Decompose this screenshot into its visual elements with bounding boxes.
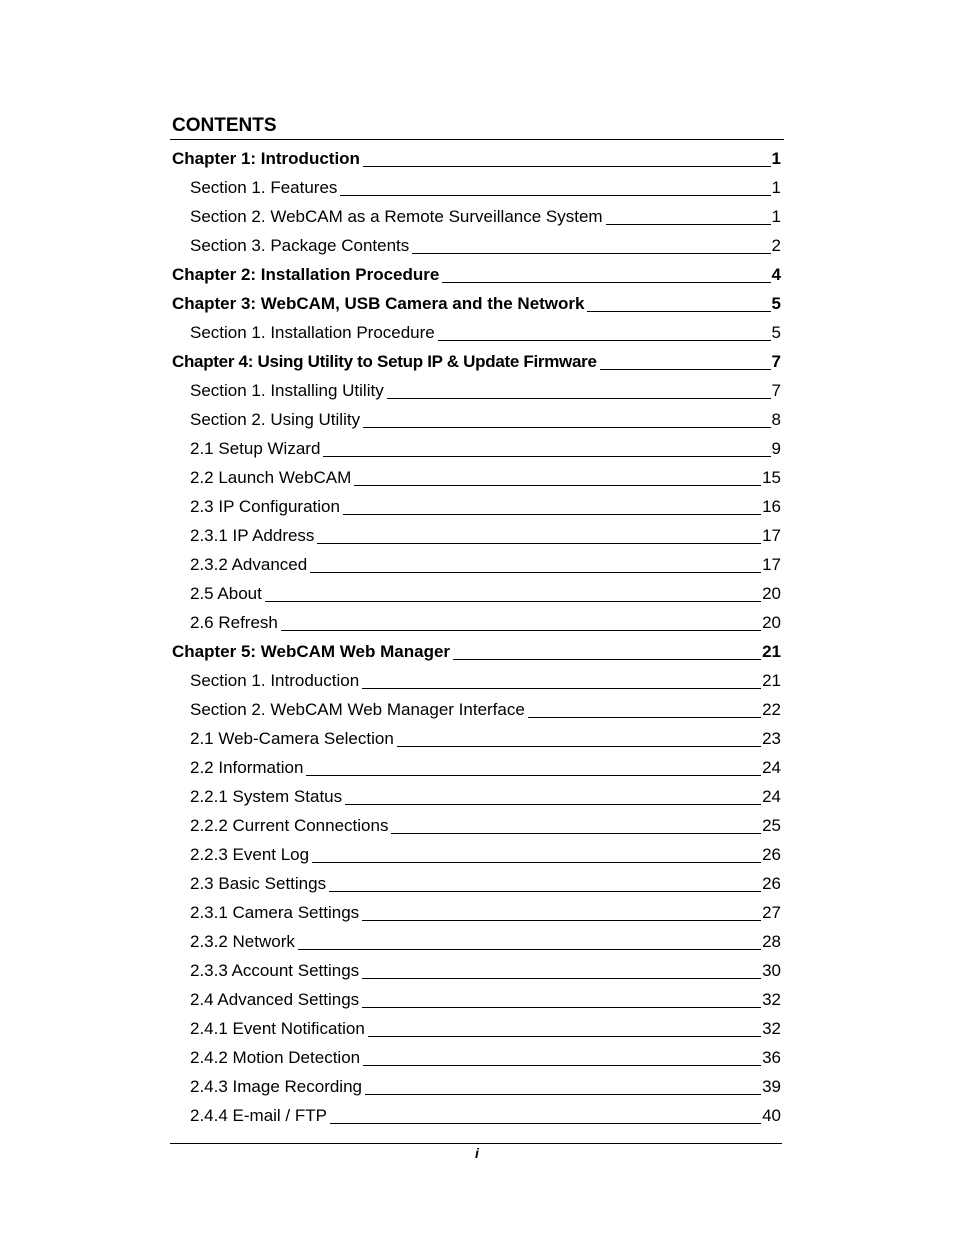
toc-entry-page-number: 1 bbox=[771, 149, 781, 168]
toc-entry-title: 2.4.1 Event Notification bbox=[190, 1019, 365, 1038]
toc-entry-sub[interactable] bbox=[0, 579, 781, 608]
toc-entry-chapter[interactable] bbox=[0, 637, 781, 666]
toc-entry-sub[interactable] bbox=[0, 1014, 781, 1043]
toc-entry-page-number: 24 bbox=[762, 758, 781, 777]
toc-leader-line bbox=[362, 688, 761, 689]
toc-entry-page-number: 27 bbox=[762, 903, 781, 922]
toc-entry-page-number: 28 bbox=[762, 932, 781, 951]
toc-leader-line bbox=[298, 949, 761, 950]
toc-entry-section[interactable] bbox=[0, 202, 781, 231]
toc-entry-page-number: 39 bbox=[762, 1077, 781, 1096]
toc-entry-chapter[interactable] bbox=[0, 289, 781, 318]
toc-entry-section[interactable] bbox=[0, 405, 781, 434]
toc-entry-sub[interactable] bbox=[0, 753, 781, 782]
toc-entry-page-number: 24 bbox=[762, 787, 781, 806]
toc-leader-line bbox=[363, 427, 770, 428]
toc-entry-title: Section 2. WebCAM as a Remote Surveillance System bbox=[190, 207, 603, 226]
table-of-contents bbox=[0, 144, 954, 1130]
toc-leader-line bbox=[354, 485, 761, 486]
toc-entry-sub[interactable] bbox=[0, 1072, 781, 1101]
toc-entry-title: 2.4.3 Image Recording bbox=[190, 1077, 362, 1096]
toc-entry-title: 2.6 Refresh bbox=[190, 613, 278, 632]
toc-leader-line bbox=[330, 1123, 761, 1124]
toc-entry-section[interactable] bbox=[0, 666, 781, 695]
toc-entry-title: 2.2 Information bbox=[190, 758, 304, 777]
toc-entry-page-number: 30 bbox=[762, 961, 781, 980]
toc-leader-line bbox=[340, 195, 770, 196]
toc-entry-page-number: 32 bbox=[762, 1019, 781, 1038]
toc-entry-sub[interactable] bbox=[0, 840, 781, 869]
toc-leader-line bbox=[528, 717, 761, 718]
toc-entry-page-number: 17 bbox=[762, 555, 781, 574]
toc-entry-page-number: 5 bbox=[771, 294, 781, 313]
toc-entry-title: 2.4.4 E-mail / FTP bbox=[190, 1106, 327, 1125]
toc-entry-title: 2.1 Web-Camera Selection bbox=[190, 729, 394, 748]
toc-entry-page-number: 4 bbox=[771, 265, 781, 284]
toc-entry-page-number: 20 bbox=[762, 584, 781, 603]
toc-entry-title: Chapter 3: WebCAM, USB Camera and the Network bbox=[172, 294, 585, 313]
toc-entry-title: Section 3. Package Contents bbox=[190, 236, 410, 255]
toc-entry-page-number: 8 bbox=[771, 410, 781, 429]
toc-entry-sub[interactable] bbox=[0, 1043, 781, 1072]
toc-leader-line bbox=[363, 1065, 761, 1066]
toc-entry-sub[interactable] bbox=[0, 782, 781, 811]
toc-entry-sub[interactable] bbox=[0, 724, 781, 753]
toc-leader-line bbox=[397, 746, 761, 747]
toc-leader-line bbox=[343, 514, 761, 515]
toc-entry-page-number: 25 bbox=[762, 816, 781, 835]
toc-entry-sub[interactable] bbox=[0, 608, 781, 637]
toc-entry-title: Chapter 2: Installation Procedure bbox=[172, 265, 440, 284]
toc-entry-title: 2.2 Launch WebCAM bbox=[190, 468, 352, 487]
toc-entry-page-number: 15 bbox=[762, 468, 781, 487]
toc-entry-title: Section 1. Features bbox=[190, 178, 338, 197]
toc-leader-line bbox=[412, 253, 770, 254]
toc-leader-line bbox=[329, 891, 761, 892]
toc-entry-chapter[interactable] bbox=[0, 144, 781, 173]
toc-leader-line bbox=[391, 833, 761, 834]
toc-leader-line bbox=[312, 862, 761, 863]
toc-entry-page-number: 7 bbox=[771, 381, 781, 400]
toc-entry-page-number: 26 bbox=[762, 874, 781, 893]
toc-entry-sub[interactable] bbox=[0, 956, 781, 985]
toc-entry-sub[interactable] bbox=[0, 898, 781, 927]
toc-entry-title: 2.4.2 Motion Detection bbox=[190, 1048, 361, 1067]
toc-entry-title: Chapter 1: Introduction bbox=[172, 149, 360, 168]
toc-entry-sub[interactable] bbox=[0, 550, 781, 579]
toc-entry-title: 2.3 Basic Settings bbox=[190, 874, 327, 893]
toc-entry-page-number: 21 bbox=[762, 642, 781, 661]
toc-leader-line bbox=[606, 224, 771, 225]
toc-entry-title: Section 2. WebCAM Web Manager Interface bbox=[190, 700, 525, 719]
toc-entry-page-number: 2 bbox=[771, 236, 781, 255]
toc-entry-page-number: 16 bbox=[762, 497, 781, 516]
toc-leader-line bbox=[368, 1036, 761, 1037]
toc-leader-line bbox=[453, 659, 761, 660]
toc-entry-page-number: 32 bbox=[762, 990, 781, 1009]
toc-leader-line bbox=[387, 398, 771, 399]
toc-leader-line bbox=[587, 311, 770, 312]
toc-entry-sub[interactable] bbox=[0, 521, 781, 550]
toc-entry-section[interactable] bbox=[0, 231, 781, 260]
toc-leader-line bbox=[265, 601, 761, 602]
toc-entry-title: 2.3.2 Advanced bbox=[190, 555, 308, 574]
toc-entry-sub[interactable] bbox=[0, 811, 781, 840]
toc-entry-section[interactable] bbox=[0, 695, 781, 724]
toc-leader-line bbox=[363, 166, 771, 167]
toc-entry-title: 2.3.3 Account Settings bbox=[190, 961, 360, 980]
toc-leader-line bbox=[365, 1094, 761, 1095]
heading-rule bbox=[170, 139, 784, 140]
toc-entry-page-number: 1 bbox=[771, 207, 781, 226]
toc-entry-page-number: 23 bbox=[762, 729, 781, 748]
toc-leader-line bbox=[310, 572, 761, 573]
toc-leader-line bbox=[362, 920, 761, 921]
toc-entry-page-number: 1 bbox=[771, 178, 781, 197]
toc-leader-line bbox=[362, 978, 761, 979]
toc-entry-title: 2.5 About bbox=[190, 584, 262, 603]
toc-entry-page-number: 36 bbox=[762, 1048, 781, 1067]
toc-entry-sub[interactable] bbox=[0, 869, 781, 898]
toc-entry-title: Section 2. Using Utility bbox=[190, 410, 361, 429]
page-heading: CONTENTS bbox=[172, 115, 277, 136]
toc-entry-page-number: 5 bbox=[771, 323, 781, 342]
toc-entry-section[interactable] bbox=[0, 318, 781, 347]
toc-entry-page-number: 7 bbox=[771, 352, 781, 371]
toc-leader-line bbox=[306, 775, 761, 776]
toc-entry-chapter[interactable] bbox=[0, 347, 781, 376]
toc-entry-title: 2.2.3 Event Log bbox=[190, 845, 310, 864]
toc-entry-page-number: 26 bbox=[762, 845, 781, 864]
footer-page-number: i bbox=[475, 1145, 479, 1161]
toc-entry-page-number: 22 bbox=[762, 700, 781, 719]
toc-entry-page-number: 40 bbox=[762, 1106, 781, 1125]
toc-leader-line bbox=[362, 1007, 761, 1008]
toc-leader-line bbox=[442, 282, 770, 283]
toc-entry-sub[interactable] bbox=[0, 492, 781, 521]
toc-entry-title: Section 1. Introduction bbox=[190, 671, 360, 690]
toc-entry-page-number: 9 bbox=[771, 439, 781, 458]
toc-entry-sub[interactable] bbox=[0, 927, 781, 956]
toc-entry-title: Section 1. Installation Procedure bbox=[190, 323, 435, 342]
toc-entry-title: 2.2.1 System Status bbox=[190, 787, 343, 806]
toc-entry-title: 2.3.2 Network bbox=[190, 932, 295, 951]
toc-entry-title: Chapter 4: Using Utility to Setup IP & Update Firmware bbox=[172, 352, 597, 371]
toc-entry-title: Section 1. Installing Utility bbox=[190, 381, 384, 400]
toc-entry-title: 2.2.2 Current Connections bbox=[190, 816, 389, 835]
toc-entry-title: 2.4 Advanced Settings bbox=[190, 990, 360, 1009]
toc-entry-chapter[interactable] bbox=[0, 260, 781, 289]
toc-entry-sub[interactable] bbox=[0, 434, 781, 463]
toc-leader-line bbox=[281, 630, 761, 631]
toc-entry-title: 2.1 Setup Wizard bbox=[190, 439, 321, 458]
toc-entry-section[interactable] bbox=[0, 376, 781, 405]
toc-leader-line bbox=[600, 369, 771, 370]
toc-entry-page-number: 21 bbox=[762, 671, 781, 690]
toc-entry-section[interactable] bbox=[0, 173, 781, 202]
toc-entry-title: 2.3.1 Camera Settings bbox=[190, 903, 360, 922]
toc-entry-title: 2.3.1 IP Address bbox=[190, 526, 315, 545]
toc-entry-sub[interactable] bbox=[0, 463, 781, 492]
toc-leader-line bbox=[438, 340, 771, 341]
toc-leader-line bbox=[323, 456, 770, 457]
toc-entry-page-number: 17 bbox=[762, 526, 781, 545]
toc-entry-sub[interactable] bbox=[0, 1101, 781, 1130]
toc-entry-page-number: 20 bbox=[762, 613, 781, 632]
toc-entry-title: 2.3 IP Configuration bbox=[190, 497, 340, 516]
toc-leader-line bbox=[345, 804, 761, 805]
toc-entry-title: Chapter 5: WebCAM Web Manager bbox=[172, 642, 451, 661]
toc-entry-sub[interactable] bbox=[0, 985, 781, 1014]
toc-leader-line bbox=[317, 543, 761, 544]
